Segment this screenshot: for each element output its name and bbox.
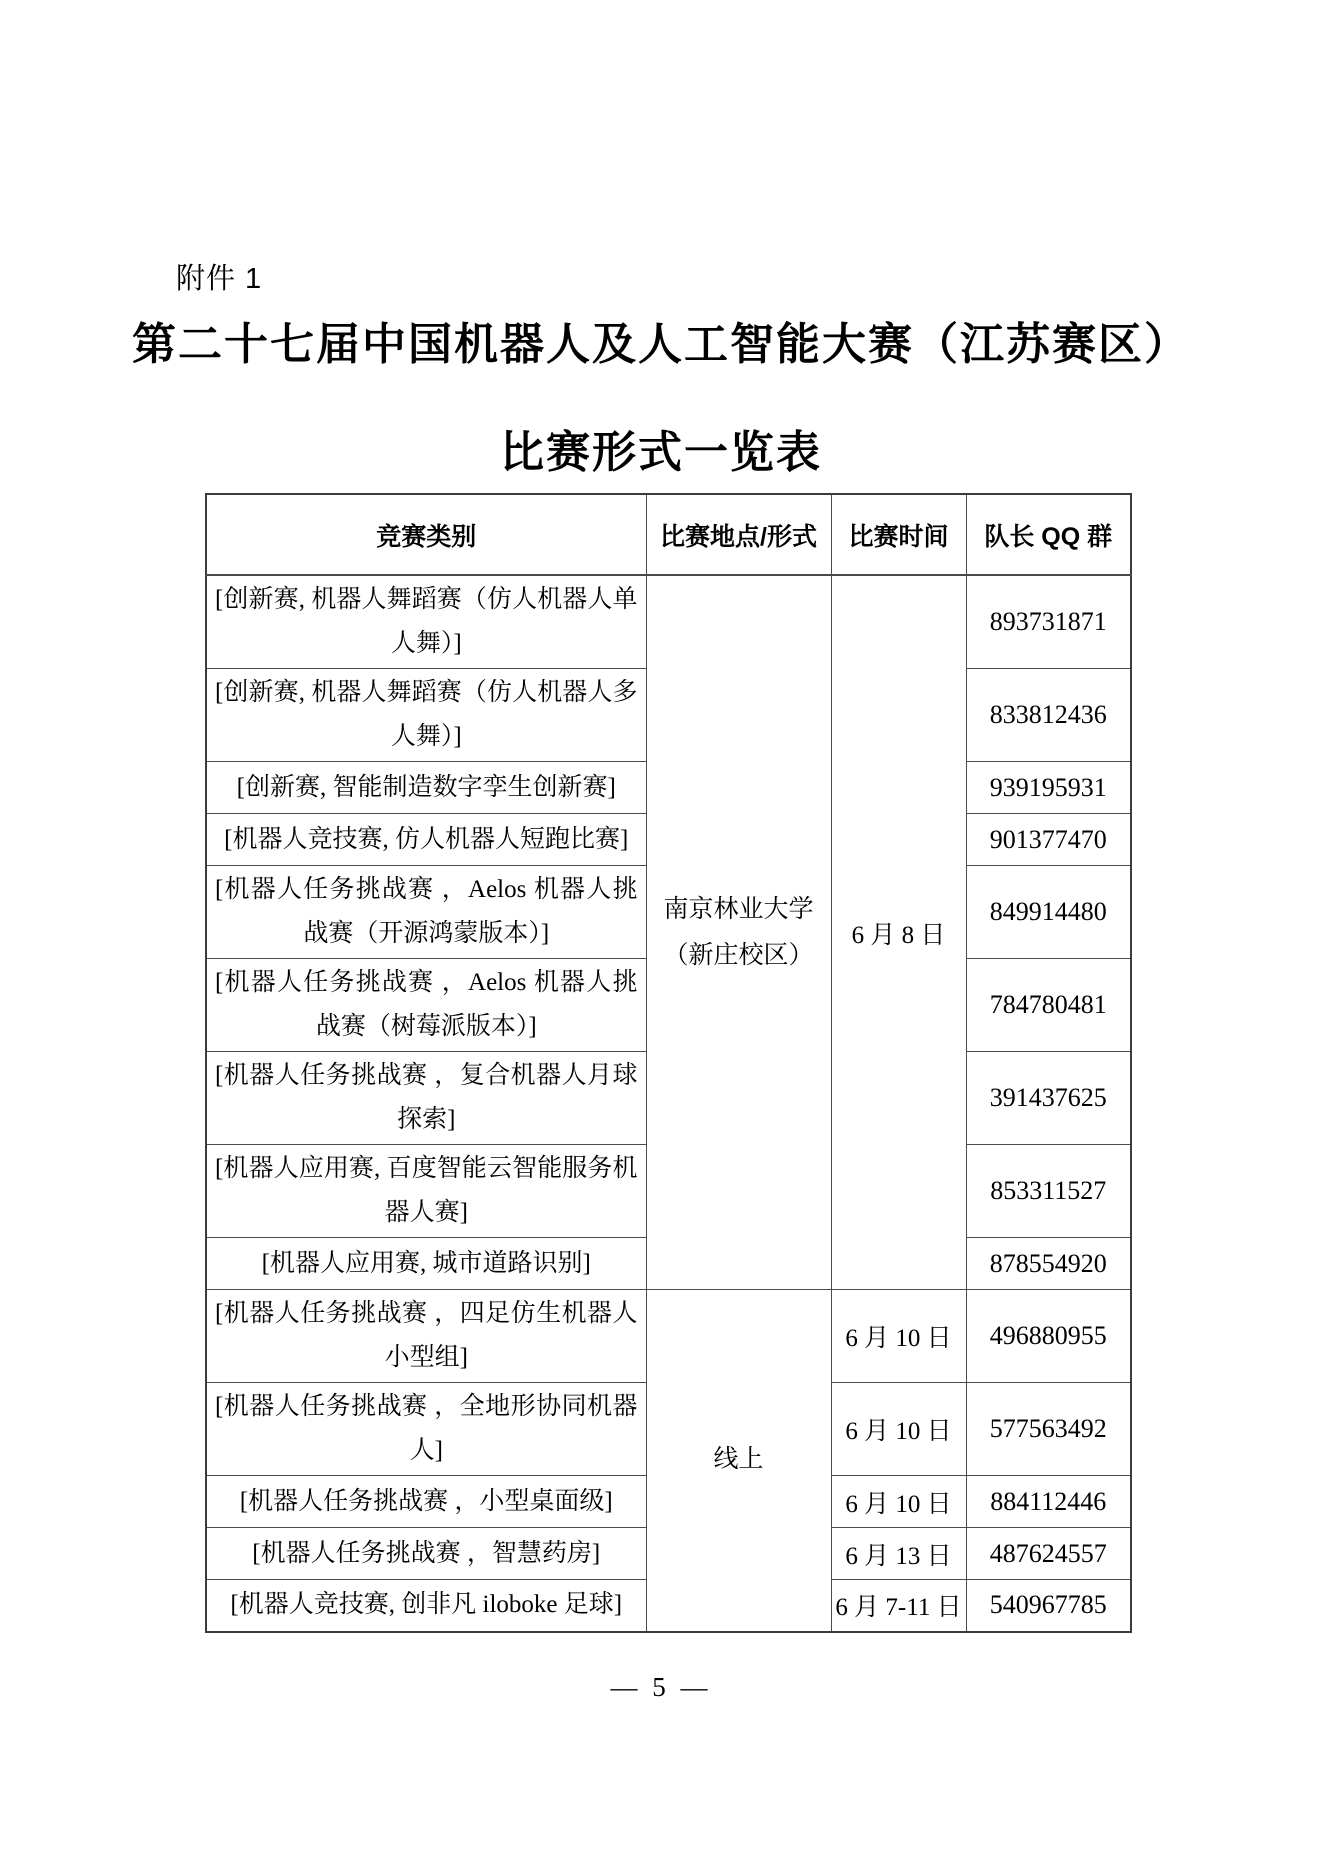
column-header-category: 竞赛类别	[206, 494, 646, 575]
category-cell: [机器人任务挑战赛 ，四足仿生机器人小型组]	[206, 1290, 646, 1383]
qq-group-cell: 884112446	[966, 1476, 1131, 1528]
qq-group-cell: 901377470	[966, 814, 1131, 866]
time-cell: 6 月 13 日	[831, 1528, 966, 1580]
qq-group-cell: 487624557	[966, 1528, 1131, 1580]
qq-group-cell: 893731871	[966, 575, 1131, 669]
category-cell: [机器人竞技赛, 创非凡 iloboke 足球]	[206, 1580, 646, 1632]
competition-format-table	[205, 493, 1132, 1633]
column-header-location: 比赛地点/形式	[646, 494, 831, 575]
time-cell: 6 月 7-11 日	[831, 1580, 966, 1632]
category-cell: [机器人应用赛, 百度智能云智能服务机器人赛]	[206, 1145, 646, 1238]
qq-group-cell: 878554920	[966, 1238, 1131, 1290]
page-number: — 5 —	[610, 1672, 712, 1702]
category-cell: [机器人任务挑战赛 ，全地形协同机器人]	[206, 1383, 646, 1476]
time-cell: 6 月 10 日	[831, 1476, 966, 1528]
category-cell: [创新赛, 机器人舞蹈赛（仿人机器人多人舞）]	[206, 669, 646, 762]
time-cell: 6 月 10 日	[831, 1383, 966, 1476]
column-header-time: 比赛时间	[831, 494, 966, 575]
column-header-qq: 队长 QQ 群	[966, 494, 1131, 575]
qq-group-cell: 496880955	[966, 1290, 1131, 1383]
qq-group-cell: 577563492	[966, 1383, 1131, 1476]
qq-group-cell: 391437625	[966, 1052, 1131, 1145]
category-cell: [机器人任务挑战赛 ，Aelos 机器人挑战赛（树莓派版本）]	[206, 959, 646, 1052]
qq-group-cell: 853311527	[966, 1145, 1131, 1238]
category-cell: [机器人应用赛, 城市道路识别]	[206, 1238, 646, 1290]
qq-group-cell: 540967785	[966, 1580, 1131, 1632]
category-cell: [机器人任务挑战赛 ，小型桌面级]	[206, 1476, 646, 1528]
table-header-row	[206, 494, 1131, 575]
document-title-line-1: 第二十七届中国机器人及人工智能大赛（江苏赛区）	[132, 320, 1190, 369]
category-cell: [机器人任务挑战赛 ，复合机器人月球探索]	[206, 1052, 646, 1145]
table-row	[206, 575, 1131, 669]
document-title-line-2: 比赛形式一览表	[500, 428, 822, 477]
category-cell: [创新赛, 智能制造数字孪生创新赛]	[206, 762, 646, 814]
qq-group-cell: 833812436	[966, 669, 1131, 762]
category-cell: [机器人竞技赛, 仿人机器人短跑比赛]	[206, 814, 646, 866]
qq-group-cell: 939195931	[966, 762, 1131, 814]
location-cell-onsite: 南京林业大学（新庄校区）	[646, 575, 831, 1290]
time-cell-merged: 6 月 8 日	[831, 575, 966, 1290]
qq-group-cell: 849914480	[966, 866, 1131, 959]
table-row	[206, 1290, 1131, 1383]
attachment-label: 附件 1	[176, 263, 263, 295]
category-cell: [机器人任务挑战赛 ，智慧药房]	[206, 1528, 646, 1580]
category-cell: [机器人任务挑战赛 ，Aelos 机器人挑战赛（开源鸿蒙版本）]	[206, 866, 646, 959]
time-cell: 6 月 10 日	[831, 1290, 966, 1383]
qq-group-cell: 784780481	[966, 959, 1131, 1052]
category-cell: [创新赛, 机器人舞蹈赛（仿人机器人单人舞）]	[206, 575, 646, 669]
location-cell-online: 线上	[646, 1290, 831, 1632]
